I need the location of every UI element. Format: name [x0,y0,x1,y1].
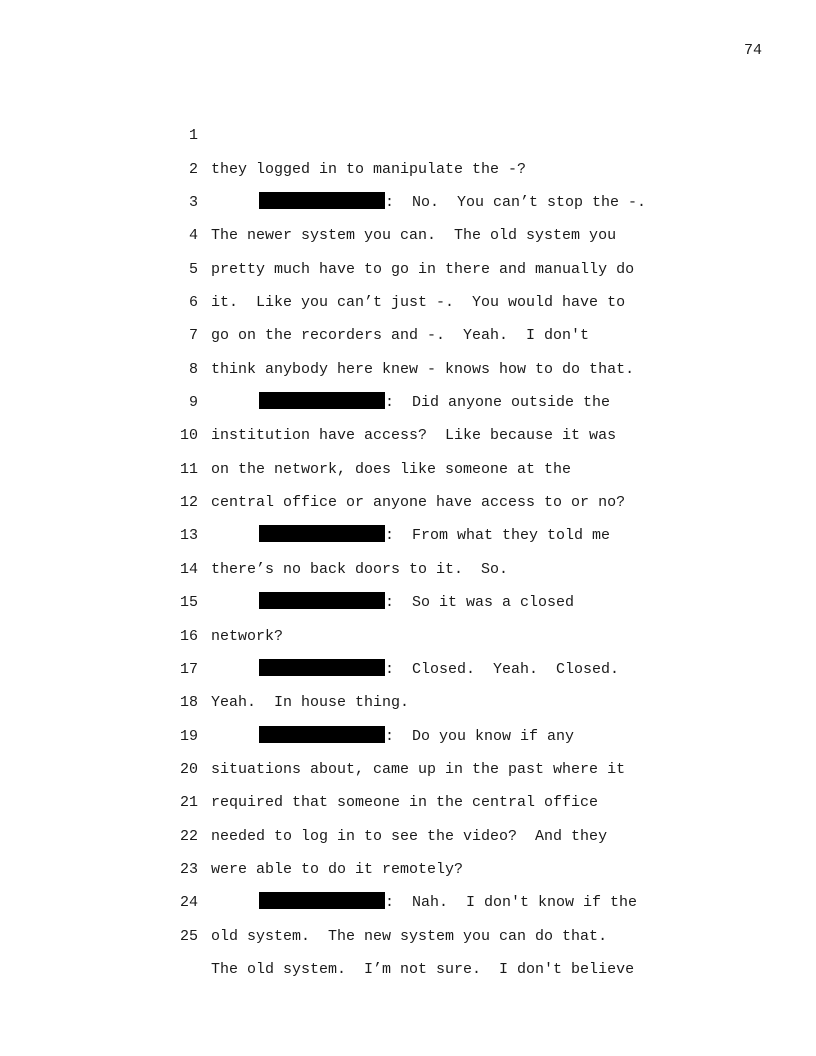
line-number: 13 [179,527,198,545]
line-number: 22 [179,827,198,845]
line-text: were able to do it remotely? [211,860,464,878]
line-number: 3 [188,194,198,212]
line-number: 16 [179,627,198,645]
line-number: 6 [188,294,198,312]
line-text: required that someone in the central office [211,794,599,812]
line-text: on the network, does like someone at the [211,460,572,478]
line-number: 12 [179,494,198,512]
line-number: 8 [188,360,198,378]
line-text: institution have access? Like because it was [211,427,617,445]
line-number: 10 [179,427,198,445]
line-number: 23 [179,860,198,878]
transcript-line [176,86,676,178]
line-text: situations about, came up in the past where it [211,760,626,778]
page-number: 74 [743,42,762,59]
line-text: : Nah. I don't know if the [385,894,638,912]
line-number: 17 [179,660,198,678]
line-number: 25 [179,927,198,945]
line-number: 4 [188,227,198,245]
line-text: needed to log in to see the video? And they [211,827,608,845]
line-text: old system. The new system you can do that. [211,927,608,945]
line-text: : Did anyone outside the [385,394,611,412]
line-text: they logged in to manipulate the -? [211,160,527,178]
line-text: : Closed. Yeah. Closed. [385,660,620,678]
line-number: 21 [179,794,198,812]
line-number: 14 [179,560,198,578]
line-number: 7 [188,327,198,345]
line-text: network? [211,627,284,645]
line-text: there’s no back doors to it. So. [211,560,509,578]
line-number: 9 [188,394,198,412]
line-text: pretty much have to go in there and manually do [211,260,635,278]
line-number: 11 [179,460,198,478]
line-text: Yeah. In house thing. [211,694,410,712]
line-text: think anybody here knew - knows how to do that. [211,360,635,378]
line-number: 2 [188,160,198,178]
line-text: : No. You can’t stop the -. [385,194,647,212]
line-number: 5 [188,260,198,278]
line-number: 15 [179,594,198,612]
line-text: it. Like you can’t just -. You would have to [211,294,626,312]
line-number: 1 [188,127,198,145]
line-text: The newer system you can. The old system you [211,227,617,245]
line-text: : Do you know if any [385,727,575,745]
line-number: 24 [179,894,198,912]
line-number: 18 [179,694,198,712]
line-text: : So it was a closed [385,594,575,612]
transcript-body [176,86,676,978]
line-text: go on the recorders and -. Yeah. I don't [211,327,590,345]
line-number: 20 [179,760,198,778]
line-number: 19 [179,727,198,745]
line-text: : From what they told me [385,527,611,545]
line-text: central office or anyone have access to or no? [211,494,626,512]
line-text: The old system. I’m not sure. I don't believe [211,960,635,978]
